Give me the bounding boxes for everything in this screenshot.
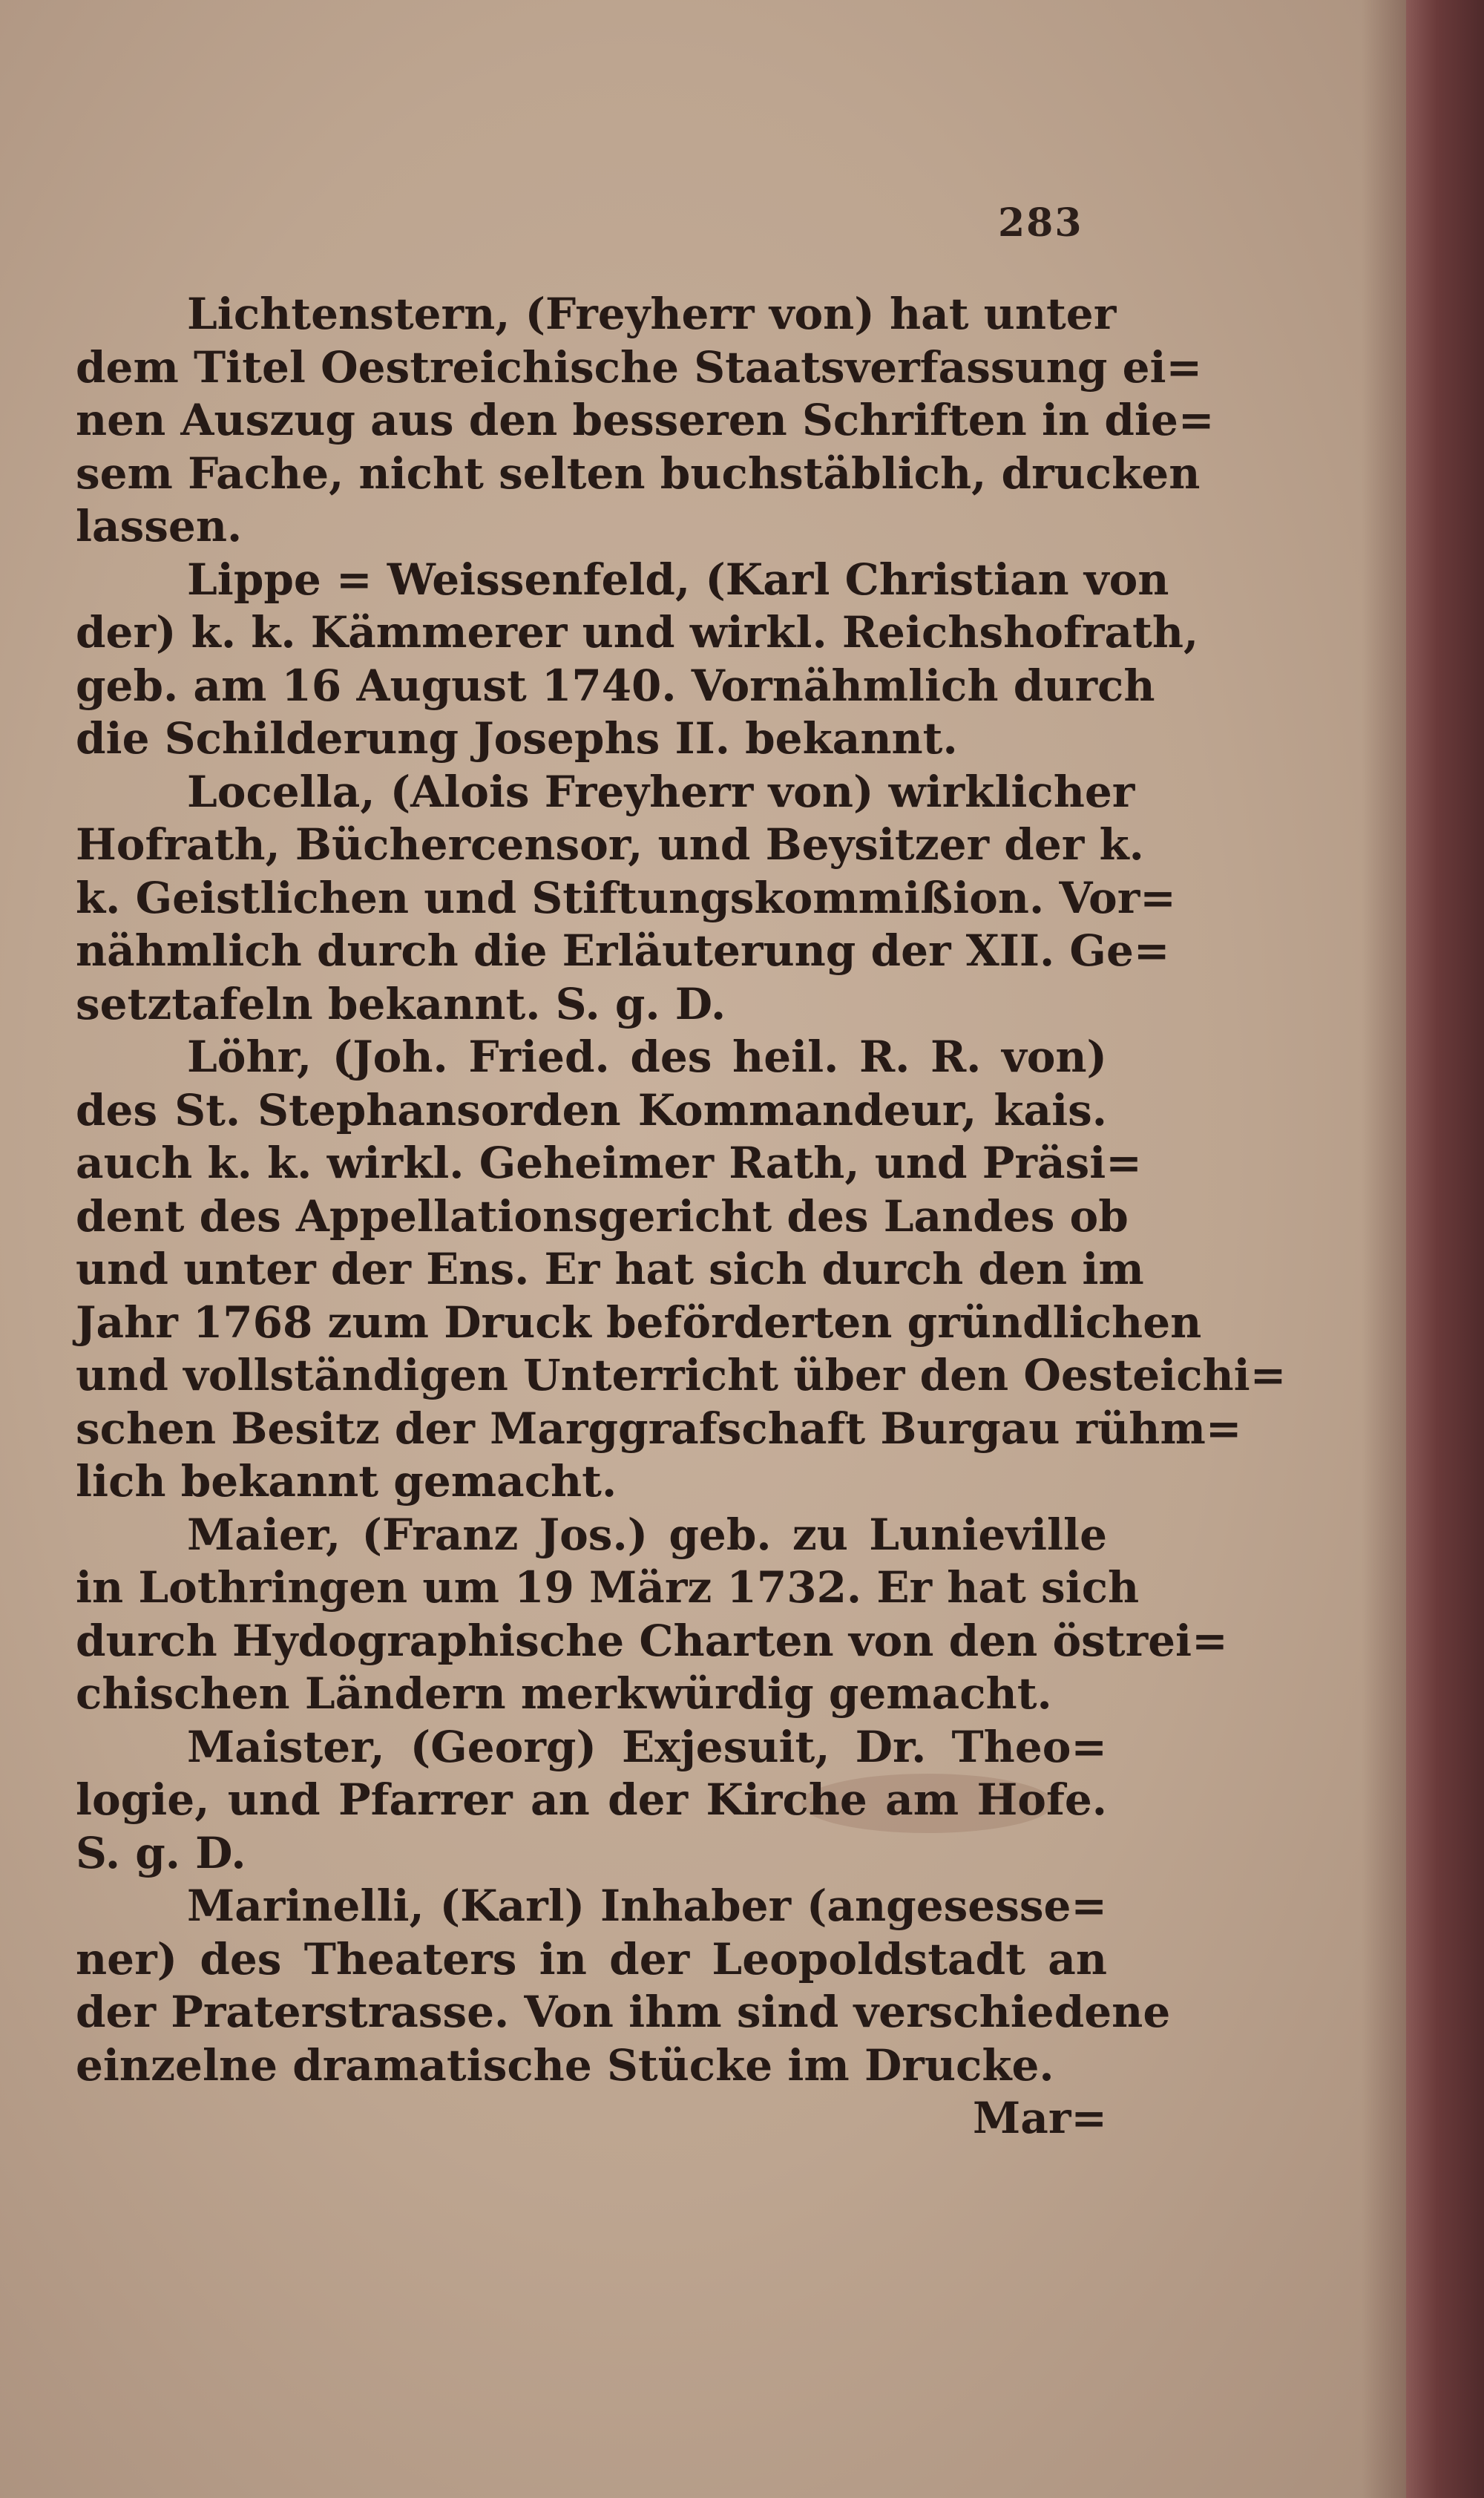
text-line: nähmlich durch die Erläuterung der XII. Ge= [76, 925, 1170, 976]
text-line: der Praterstrasse. Von ihm sind verschiedene [76, 1987, 1171, 2037]
text-line: nen Auszug aus den besseren Schriften in die= [76, 395, 1215, 445]
text-line: der) k. k. Kämmerer und wirkl. Reichshofrath, [76, 607, 1199, 658]
text-line: des St. Stephansorden Kommandeur, kais. [76, 1084, 1107, 1135]
text-line: dent des Appellationsgericht des Landes ob [76, 1190, 1129, 1242]
text-line: Lippe = Weissenfeld, (Karl Christian von [187, 554, 1169, 605]
text-line: Jahr 1768 zum Druck beförderten gründlichen [76, 1296, 1202, 1348]
text-line: k. Geistlichen und Stiftungskommißion. Vor= [76, 872, 1176, 923]
text-line: lich bekannt gemacht. [76, 1456, 617, 1507]
book-binding-edge [1406, 0, 1484, 2498]
page-edge-shadow [1362, 0, 1406, 2498]
text-line: chischen Ländern merkwürdig gemacht. [76, 1668, 1052, 1719]
text-line: in Lothringen um 19 März 1732. Er hat sich [76, 1562, 1140, 1613]
text-line: und vollständigen Unterricht über den Oesteichi= [76, 1350, 1287, 1400]
text-line: Hofrath, Büchercensor, und Beysitzer der k. [76, 819, 1144, 870]
text-line: die Schilderung Josephs II. bekannt. [76, 713, 958, 764]
text-line: Marinelli, (Karl) Inhaber (angesesse= [187, 1881, 1107, 1931]
text-line: ner) des Theaters in der Leopoldstadt an [76, 1933, 1107, 1984]
text-line: einzelne dramatische Stücke im Drucke. [76, 2039, 1054, 2091]
text-line: lassen. [76, 501, 243, 551]
text-line: auch k. k. wirkl. Geheimer Rath, und Präsi= [76, 1138, 1142, 1188]
text-line: Löhr, (Joh. Fried. des heil. R. R. von) [187, 1032, 1107, 1082]
text-line: Maier, (Franz Jos.) geb. zu Lunieville [187, 1509, 1107, 1560]
text-line: Locella, (Alois Freyherr von) wirklicher [187, 766, 1135, 817]
body-text [76, 288, 1287, 2145]
text-line: logie, und Pfarrer an der Kirche am Hofe. [76, 1774, 1107, 1825]
text-line: geb. am 16 August 1740. Vornähmlich durch [76, 660, 1155, 711]
text-line: setztafeln bekannt. S. g. D. [76, 978, 726, 1029]
text-line: schen Besitz der Marggrafschaft Burgau rühm= [76, 1403, 1242, 1454]
text-line: durch Hydographische Charten von den östrei= [76, 1615, 1228, 1666]
page-number: 283 [998, 200, 1083, 246]
text-line: S. g. D. [76, 1827, 246, 1878]
text-line: sem Fache, nicht selten buchstäblich, drucken [76, 448, 1201, 499]
text-line: Maister, (Georg) Exjesuit, Dr. Theo= [187, 1721, 1107, 1772]
text-line: und unter der Ens. Er hat sich durch den im [76, 1244, 1144, 1294]
text-line: dem Titel Oestreichische Staatsverfassung ei= [76, 341, 1203, 393]
text-line: Lichtenstern, (Freyherr von) hat unter [187, 289, 1117, 339]
catchword: Mar= [973, 2093, 1107, 2143]
